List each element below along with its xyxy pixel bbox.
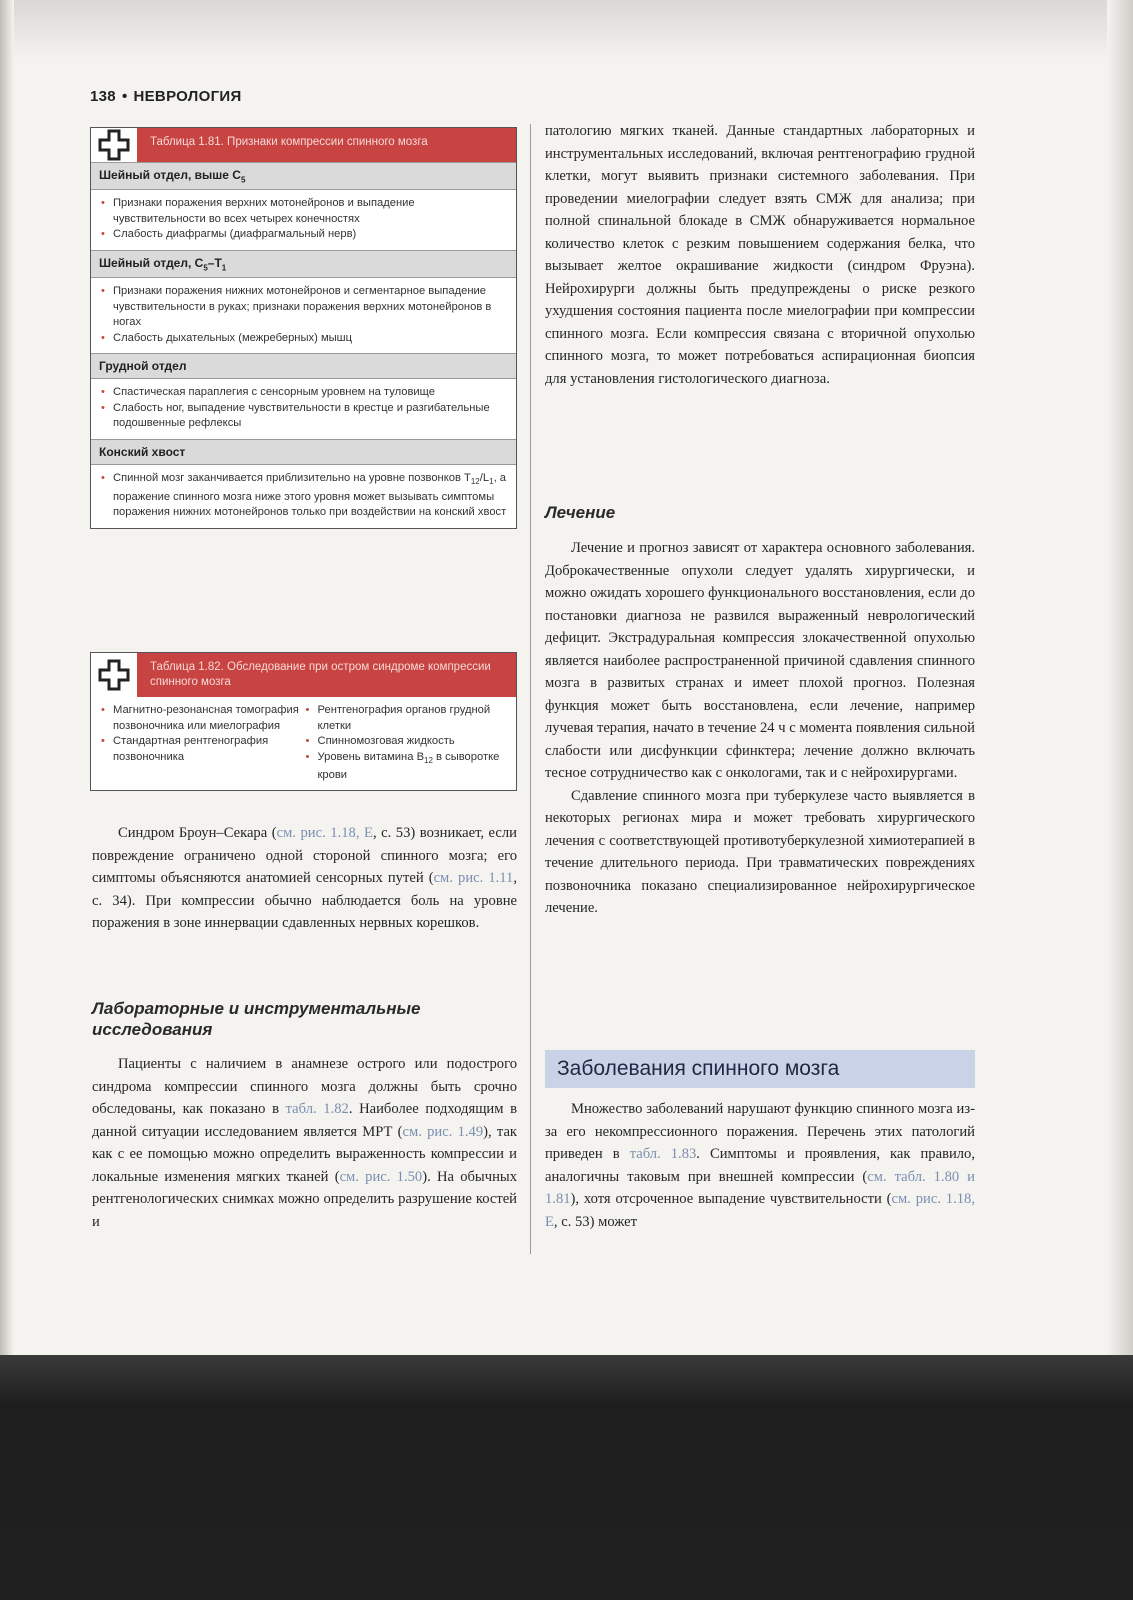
cross-reference-link[interactable]: см. рис. 1.18, Е <box>545 1191 975 1230</box>
text-run: ). На обычных рентгенологических снимках можно определить разрушение костей и <box>92 1168 517 1230</box>
text-run: , с. 53) может <box>553 1213 638 1230</box>
table-column <box>304 703 509 784</box>
list-item: • Признаки поражения верхних мотонейронов и выпадение чувствительности во всех четырех конечностях <box>99 196 508 227</box>
table-title: Таблица 1.82. Обследование при остром синдроме компрессии спинного мозга <box>150 661 491 688</box>
text-run: Пациенты с наличием в анамнезе острого или подострого синдрома компрессии спинного мозга должны быть срочно обследованы, как показано в <box>92 1056 517 1117</box>
table-section-body <box>91 277 516 353</box>
cross-reference-link[interactable]: см. рис. 1.18, Е <box>276 825 373 841</box>
heading-lab-studies: Лабораторные и инструментальные исследования <box>92 999 421 1039</box>
running-head-separator: • <box>121 88 128 105</box>
table-header <box>91 128 516 162</box>
table-header <box>91 653 516 697</box>
table-section-heading: Грудной отдел <box>91 353 516 378</box>
text-run: Множество заболеваний нарушают функцию спинного мозга из-за его некомпрессионного поражения. Перечень этих патологий приведен в <box>545 1101 975 1162</box>
list-item: • Стандартная рентгенография позвоночника <box>99 734 304 765</box>
table-section-body <box>91 464 516 528</box>
section-title: НЕВРОЛОГИЯ <box>133 88 242 105</box>
scanner-background <box>0 1355 1133 1600</box>
text-run: , с. 34). При компрессии обычно наблюдается боль на уровне поражения в зоне иннервации сдавленных нервных корешков. <box>92 870 518 931</box>
medical-cross-icon <box>91 653 138 697</box>
cross-reference-link[interactable]: см. рис. 1.11 <box>433 870 514 886</box>
text-run: . Наиболее подходящим в данной ситуации исследованием является МРТ ( <box>92 1101 517 1140</box>
left-paragraph-lab <box>92 1053 517 1233</box>
paragraph: Сдавление спинного мозга при туберкулезе часто выявляется в некоторых регионах мира и может требовать хирургического лечения с соответствующей противотуберкулезной химиотерапией в течение длительного периода. При травматических повреждениях позвоночника показано специализированное нейрохирургическое лечение. <box>545 787 975 916</box>
table-section-heading: Шейный отдел, $C_5-T_1$ <box>91 250 516 277</box>
column-divider <box>530 124 531 1254</box>
cross-reference-link[interactable]: табл. 1.82 <box>285 1101 349 1117</box>
list-item: • Спинномозговая жидкость <box>304 734 509 750</box>
text-run: ), хотя отсроченное выпадение чувствительности ( <box>570 1191 892 1207</box>
list-item: • Признаки поражения нижних мотонейронов и сегментарное выпадение чувствительности в руках; признаки поражения верхних мотонейронов в ногах <box>99 284 508 331</box>
running-head <box>90 88 242 105</box>
table-section-body <box>91 378 516 439</box>
right-paragraph-continued <box>545 120 975 390</box>
text-run: , с. 53) возникает, если повреждение ограничено одной стороной спинного мозга; его симптомы объясняются анатомией сенсорных путей ( <box>92 825 517 886</box>
page-right-edge <box>1107 0 1133 1355</box>
list-item: • Слабость дыхательных (межреберных) мышц <box>99 331 508 347</box>
list-item: • Спастическая параплегия с сенсорным уровнем на туловище <box>99 385 508 401</box>
cross-reference-link[interactable]: см. табл. 1.80 и 1.81 <box>545 1168 975 1207</box>
text-run: Синдром Броун–Секара ( <box>118 825 277 841</box>
table-section-heading: Шейный отдел, выше $C_5$ <box>91 162 516 189</box>
list-item: • Магнитно-резонансная томография позвоночника или миелография <box>99 703 304 734</box>
table-title: Таблица 1.81. Признаки компрессии спинного мозга <box>150 136 428 148</box>
list-item: • Слабость ног, выпадение чувствительности в крестце и разгибательные подошвенные рефлексы <box>99 401 508 432</box>
table-1-82 <box>90 652 517 791</box>
list-item: • Слабость диафрагмы (диафрагмальный нерв) <box>99 227 508 243</box>
medical-cross-icon <box>91 128 138 162</box>
table-section-heading: Конский хвост <box>91 439 516 464</box>
right-paragraph-diseases <box>545 1098 975 1233</box>
heading-treatment: Лечение <box>545 503 616 522</box>
right-paragraph-treatment <box>545 537 975 920</box>
left-paragraph-brown-sequard <box>92 822 517 935</box>
page-left-edge <box>0 0 14 1355</box>
list-item: • Уровень витамина $B_{12}$ в сыворотке крови <box>304 750 509 784</box>
table-section-body <box>91 189 516 250</box>
cross-reference-link[interactable]: см. рис. 1.49 <box>402 1123 484 1140</box>
text-run: . Симптомы и проявления, как правило, аналогичны таковым при внешней компрессии ( <box>545 1146 975 1185</box>
paragraph: патологию мягких тканей. Данные стандартных лабораторных и инструментальных исследований, включая рентгенографию грудной клетки, могут выявить признаки системного заболевания. При проведении миелографии следует взять СМЖ для анализа; при полной спинальной блокаде в СМЖ обнаруживается нормальное количество клеток с резким повышением содержания белка, что вызывает желтое окрашивание жидкости (синдром Фруэна). Нейрохирурги должны быть предупреждены о риске резкого ухудшения состояния пациента после миелографии при компрессии спинного мозга. Если компрессия связана с вторичной опухолью спинного мозга, то может потребоваться аспирационная биопсия для установления гистологического диагноза. <box>545 123 975 387</box>
list-item: • Рентгенография органов грудной клетки <box>304 703 509 734</box>
paragraph: Лечение и прогноз зависят от характера основного заболевания. Доброкачественные опухоли следует удалять хирургически, и можно ожидать хорошего функционального восстановления, если до постановки диагноза не развился выраженный неврологический дефицит. Экстрадуральная компрессия злокачественной опухолью является наиболее распространенной причиной сдавления спинного мозга в развитых странах и имеет плохой прогноз. Полезная функция может быть восстановлена, если лечение, например лучевая терапия, начато в течение 24 ч с момента появления сильной слабости или дисфункции сфинктера; лечение должно включать тесное сотрудничество как с онкологами, так и с нейрохирургами. <box>545 540 975 781</box>
cross-reference-link[interactable]: см. рис. 1.50 <box>339 1168 423 1185</box>
list-item: • Спинной мозг заканчивается приблизительно на уровне позвонков $T_{12}/L_1$, а поражение спинного мозга ниже этого уровня может вызывать симптомы поражения нижних мотонейронов только при воздействии на конский хвост <box>99 471 508 521</box>
cross-reference-link[interactable]: табл. 1.83 <box>629 1146 697 1162</box>
table-column <box>99 703 304 784</box>
table-body <box>91 697 516 790</box>
text-run: ), так как с ее помощью можно определить выраженность компрессии и локальные изменения мягких тканей ( <box>92 1123 518 1185</box>
page-number: 138 <box>90 88 116 105</box>
section-heading-spinal-cord-diseases: Заболевания спинного мозга <box>545 1050 975 1088</box>
page-top-shadow <box>0 0 1133 60</box>
table-1-81 <box>90 127 517 529</box>
